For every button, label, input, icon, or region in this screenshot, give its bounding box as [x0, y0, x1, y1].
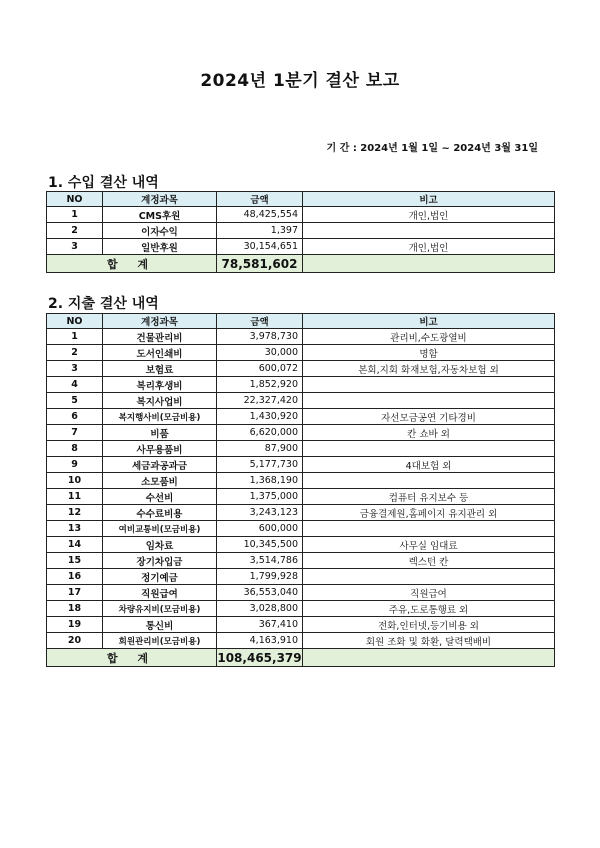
- table-row: [47, 377, 555, 393]
- row-account: 회원관리비(모금비용): [103, 633, 217, 649]
- row-amount: 1,397: [217, 223, 303, 239]
- row-no: 10: [47, 473, 103, 489]
- row-account: 임차료: [103, 537, 217, 553]
- row-amount: 600,072: [217, 361, 303, 377]
- table-row: [47, 425, 555, 441]
- row-note: 칸 쇼바 외: [303, 425, 555, 441]
- header-amount: 금액: [217, 314, 303, 329]
- table-row: [47, 521, 555, 537]
- row-amount: 1,430,920: [217, 409, 303, 425]
- header-no: NO: [47, 314, 103, 329]
- table-row: [47, 361, 555, 377]
- row-no: 3: [47, 239, 103, 255]
- row-account: 직원급여: [103, 585, 217, 601]
- income-section-heading: 1. 수입 결산 내역: [48, 175, 159, 191]
- row-account: 장기차입금: [103, 553, 217, 569]
- table-row: [47, 441, 555, 457]
- row-note: [303, 521, 555, 537]
- row-no: 16: [47, 569, 103, 585]
- row-amount: 3,514,786: [217, 553, 303, 569]
- row-note: 직원급여: [303, 585, 555, 601]
- row-no: 20: [47, 633, 103, 649]
- expense-section-heading: 2. 지출 결산 내역: [48, 296, 159, 312]
- income-header-row: [47, 192, 555, 207]
- row-no: 18: [47, 601, 103, 617]
- row-note: 렉스턴 칸: [303, 553, 555, 569]
- table-row: [47, 409, 555, 425]
- row-account: 복리후생비: [103, 377, 217, 393]
- expense-table: [46, 313, 555, 667]
- row-amount: 30,000: [217, 345, 303, 361]
- expense-total-note: [303, 649, 555, 667]
- header-amount: 금액: [217, 192, 303, 207]
- expense-total-row: [47, 649, 555, 667]
- table-row: [47, 601, 555, 617]
- row-note: 명함: [303, 345, 555, 361]
- row-amount: 3,243,123: [217, 505, 303, 521]
- table-row: [47, 537, 555, 553]
- income-total-row: [47, 255, 555, 273]
- row-note: [303, 377, 555, 393]
- row-account: 복지사업비: [103, 393, 217, 409]
- row-amount: 3,028,800: [217, 601, 303, 617]
- income-table: [46, 191, 555, 273]
- table-row: [47, 457, 555, 473]
- row-no: 11: [47, 489, 103, 505]
- row-account: 정기예금: [103, 569, 217, 585]
- row-account: 소모품비: [103, 473, 217, 489]
- row-account: 수수료비용: [103, 505, 217, 521]
- row-no: 8: [47, 441, 103, 457]
- row-note: 관리비,수도광열비: [303, 329, 555, 345]
- row-no: 13: [47, 521, 103, 537]
- row-amount: 36,553,040: [217, 585, 303, 601]
- row-amount: 5,177,730: [217, 457, 303, 473]
- row-note: 컴퓨터 유지보수 등: [303, 489, 555, 505]
- row-no: 15: [47, 553, 103, 569]
- row-no: 14: [47, 537, 103, 553]
- table-row: [47, 223, 555, 239]
- row-amount: 367,410: [217, 617, 303, 633]
- table-row: [47, 345, 555, 361]
- row-account: 사무용품비: [103, 441, 217, 457]
- row-no: 7: [47, 425, 103, 441]
- row-account: 건물관리비: [103, 329, 217, 345]
- row-account: 세금과공과금: [103, 457, 217, 473]
- row-no: 5: [47, 393, 103, 409]
- row-amount: 1,799,928: [217, 569, 303, 585]
- row-no: 6: [47, 409, 103, 425]
- row-no: 2: [47, 223, 103, 239]
- row-note: [303, 223, 555, 239]
- expense-rows: [47, 329, 555, 649]
- page-title: 2024년 1분기 결산 보고: [200, 71, 400, 91]
- row-amount: 87,900: [217, 441, 303, 457]
- row-note: 회원 조화 및 화환, 달력택배비: [303, 633, 555, 649]
- row-no: 3: [47, 361, 103, 377]
- header-account: 계정과목: [103, 192, 217, 207]
- row-note: 자선모금공연 기타경비: [303, 409, 555, 425]
- row-no: 19: [47, 617, 103, 633]
- row-account: 도서인쇄비: [103, 345, 217, 361]
- table-row: [47, 617, 555, 633]
- row-account: 보험료: [103, 361, 217, 377]
- table-row: [47, 489, 555, 505]
- row-note: [303, 473, 555, 489]
- row-account: 비품: [103, 425, 217, 441]
- income-total-note: [303, 255, 555, 273]
- row-amount: 1,375,000: [217, 489, 303, 505]
- row-note: 전화,인터넷,등기비용 외: [303, 617, 555, 633]
- row-account: 여비교통비(모금비용): [103, 521, 217, 537]
- row-note: 4대보험 외: [303, 457, 555, 473]
- row-amount: 1,852,920: [217, 377, 303, 393]
- header-note: 비고: [303, 192, 555, 207]
- income-total-amount: 78,581,602: [217, 255, 303, 273]
- row-note: 본회,지회 화재보험,자동차보험 외: [303, 361, 555, 377]
- row-no: 2: [47, 345, 103, 361]
- row-amount: 22,327,420: [217, 393, 303, 409]
- table-row: [47, 553, 555, 569]
- table-row: [47, 569, 555, 585]
- row-account: 이자수익: [103, 223, 217, 239]
- table-row: [47, 473, 555, 489]
- table-row: [47, 207, 555, 223]
- row-amount: 10,345,500: [217, 537, 303, 553]
- row-amount: 1,368,190: [217, 473, 303, 489]
- row-note: 개인,법인: [303, 207, 555, 223]
- table-row: [47, 239, 555, 255]
- expense-total-amount: 108,465,379: [217, 650, 302, 665]
- income-rows: [47, 207, 555, 255]
- row-amount: 4,163,910: [217, 633, 303, 649]
- header-account: 계정과목: [103, 314, 217, 329]
- row-note: 금융결제원,홈페이지 유지관리 외: [303, 505, 555, 521]
- row-account: 차량유지비(모금비용): [103, 601, 217, 617]
- row-no: 9: [47, 457, 103, 473]
- row-no: 17: [47, 585, 103, 601]
- table-row: [47, 505, 555, 521]
- table-row: [47, 633, 555, 649]
- expense-header-row: [47, 314, 555, 329]
- row-amount: 3,978,730: [217, 329, 303, 345]
- row-note: 사무실 임대료: [303, 537, 555, 553]
- row-no: 1: [47, 329, 103, 345]
- table-row: [47, 329, 555, 345]
- header-no: NO: [47, 192, 103, 207]
- report-period: 기 간 : 2024년 1월 1일 ~ 2024년 3월 31일: [326, 143, 538, 154]
- row-account: 수선비: [103, 489, 217, 505]
- table-row: [47, 393, 555, 409]
- row-no: 1: [47, 207, 103, 223]
- income-total-label: 합 계: [47, 255, 217, 273]
- row-note: [303, 393, 555, 409]
- row-account: 통신비: [103, 617, 217, 633]
- row-account: 복지행사비(모금비용): [103, 409, 217, 425]
- table-row: [47, 585, 555, 601]
- row-amount: 6,620,000: [217, 425, 303, 441]
- row-account: CMS후원: [103, 207, 217, 223]
- row-amount: 600,000: [217, 521, 303, 537]
- row-no: 12: [47, 505, 103, 521]
- header-note: 비고: [303, 314, 555, 329]
- expense-total-label: 합 계: [47, 649, 217, 667]
- row-note: [303, 441, 555, 457]
- row-note: 개인,법인: [303, 239, 555, 255]
- row-note: 주유,도로통행료 외: [303, 601, 555, 617]
- row-no: 4: [47, 377, 103, 393]
- row-amount: 30,154,651: [217, 239, 303, 255]
- row-amount: 48,425,554: [217, 207, 303, 223]
- row-note: [303, 569, 555, 585]
- row-account: 일반후원: [103, 239, 217, 255]
